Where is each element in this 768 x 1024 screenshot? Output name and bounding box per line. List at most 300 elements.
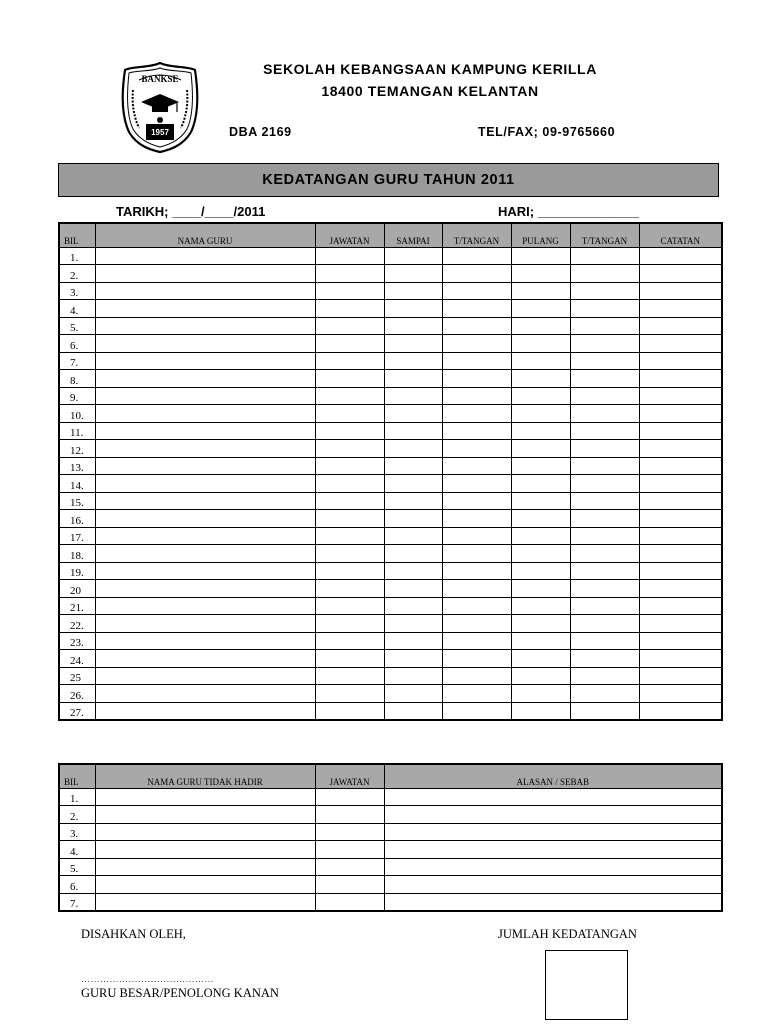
blank-cell bbox=[315, 823, 384, 841]
blank-cell bbox=[95, 562, 315, 580]
blank-cell bbox=[315, 370, 384, 388]
blank-cell bbox=[315, 475, 384, 493]
blank-cell bbox=[315, 265, 384, 283]
blank-cell bbox=[95, 387, 315, 405]
blank-cell bbox=[639, 667, 722, 685]
date-field: TARIKH; ____/____/2011 bbox=[116, 204, 266, 219]
blank-cell bbox=[570, 650, 639, 668]
blank-cell bbox=[95, 300, 315, 318]
absent-row bbox=[59, 823, 722, 841]
blank-cell bbox=[384, 335, 442, 353]
attendance-row bbox=[59, 457, 722, 475]
blank-cell bbox=[315, 650, 384, 668]
school-name: SEKOLAH KEBANGSAAN KAMPUNG KERILLA bbox=[263, 61, 597, 77]
blank-cell bbox=[639, 527, 722, 545]
blank-cell bbox=[442, 510, 511, 528]
blank-cell bbox=[315, 876, 384, 894]
blank-cell bbox=[95, 893, 315, 911]
blank-cell bbox=[315, 580, 384, 598]
blank-cell bbox=[384, 650, 442, 668]
blank-cell bbox=[95, 440, 315, 458]
attendance-table bbox=[58, 222, 723, 721]
attendance-row bbox=[59, 527, 722, 545]
row-number: 20 bbox=[59, 580, 95, 598]
attendance-row bbox=[59, 492, 722, 510]
blank-cell bbox=[442, 457, 511, 475]
blank-cell bbox=[384, 370, 442, 388]
blank-cell bbox=[384, 893, 722, 911]
blank-cell bbox=[511, 265, 570, 283]
blank-cell bbox=[95, 823, 315, 841]
blank-cell bbox=[315, 282, 384, 300]
school-crest-logo bbox=[119, 60, 201, 154]
blank-cell bbox=[442, 632, 511, 650]
row-number: 6. bbox=[59, 335, 95, 353]
blank-cell bbox=[315, 352, 384, 370]
blank-cell bbox=[639, 632, 722, 650]
attendance-row bbox=[59, 405, 722, 423]
row-number: 14. bbox=[59, 475, 95, 493]
blank-cell bbox=[384, 788, 722, 806]
row-number: 12. bbox=[59, 440, 95, 458]
blank-cell bbox=[442, 492, 511, 510]
blank-cell bbox=[639, 545, 722, 563]
blank-cell bbox=[315, 841, 384, 859]
blank-cell bbox=[95, 788, 315, 806]
blank-cell bbox=[95, 352, 315, 370]
blank-cell bbox=[511, 282, 570, 300]
blank-cell bbox=[639, 650, 722, 668]
blank-cell bbox=[511, 580, 570, 598]
attendance-row bbox=[59, 667, 722, 685]
blank-cell bbox=[315, 667, 384, 685]
blank-cell bbox=[570, 597, 639, 615]
row-number: 13. bbox=[59, 457, 95, 475]
blank-cell bbox=[95, 667, 315, 685]
blank-cell bbox=[442, 597, 511, 615]
absent-row bbox=[59, 841, 722, 859]
row-number: 1. bbox=[59, 788, 95, 806]
blank-cell bbox=[384, 317, 442, 335]
blank-cell bbox=[570, 247, 639, 265]
absent-header-row bbox=[59, 764, 722, 788]
blank-cell bbox=[315, 247, 384, 265]
blank-cell bbox=[639, 247, 722, 265]
blank-cell bbox=[570, 282, 639, 300]
blank-cell bbox=[511, 492, 570, 510]
col-jawatan: JAWATAN bbox=[315, 223, 384, 247]
blank-cell bbox=[639, 685, 722, 703]
total-attendance-box bbox=[545, 950, 628, 1020]
attendance-row bbox=[59, 580, 722, 598]
blank-cell bbox=[315, 405, 384, 423]
blank-cell bbox=[511, 335, 570, 353]
blank-cell bbox=[95, 702, 315, 720]
blank-cell bbox=[384, 440, 442, 458]
total-attendance-label: JUMLAH KEDATANGAN bbox=[498, 927, 637, 941]
col-sampai: SAMPAI bbox=[384, 223, 442, 247]
blank-cell bbox=[442, 405, 511, 423]
blank-cell bbox=[95, 876, 315, 894]
blank-cell bbox=[315, 615, 384, 633]
blank-cell bbox=[570, 387, 639, 405]
blank-cell bbox=[384, 632, 442, 650]
blank-cell bbox=[384, 615, 442, 633]
blank-cell bbox=[639, 370, 722, 388]
blank-cell bbox=[384, 352, 442, 370]
blank-cell bbox=[570, 685, 639, 703]
blank-cell bbox=[384, 282, 442, 300]
absent-row bbox=[59, 858, 722, 876]
blank-cell bbox=[639, 702, 722, 720]
blank-cell bbox=[570, 440, 639, 458]
blank-cell bbox=[384, 841, 722, 859]
blank-cell bbox=[639, 510, 722, 528]
attendance-header-row bbox=[59, 223, 722, 247]
row-number: 8. bbox=[59, 370, 95, 388]
row-number: 16. bbox=[59, 510, 95, 528]
blank-cell bbox=[315, 527, 384, 545]
blank-cell bbox=[95, 475, 315, 493]
attendance-row bbox=[59, 387, 722, 405]
blank-cell bbox=[315, 440, 384, 458]
blank-cell bbox=[442, 440, 511, 458]
row-number: 2. bbox=[59, 265, 95, 283]
col-catatan: CATATAN bbox=[639, 223, 722, 247]
blank-cell bbox=[639, 597, 722, 615]
day-field: HARI; ______________ bbox=[498, 204, 639, 219]
attendance-row bbox=[59, 510, 722, 528]
attendance-row bbox=[59, 632, 722, 650]
blank-cell bbox=[511, 650, 570, 668]
blank-cell bbox=[95, 545, 315, 563]
attendance-row bbox=[59, 702, 722, 720]
blank-cell bbox=[442, 685, 511, 703]
blank-cell bbox=[442, 387, 511, 405]
blank-cell bbox=[384, 492, 442, 510]
blank-cell bbox=[315, 685, 384, 703]
blank-cell bbox=[570, 667, 639, 685]
blank-cell bbox=[384, 527, 442, 545]
blank-cell bbox=[384, 475, 442, 493]
blank-cell bbox=[511, 597, 570, 615]
blank-cell bbox=[95, 265, 315, 283]
blank-cell bbox=[384, 457, 442, 475]
blank-cell bbox=[442, 580, 511, 598]
blank-cell bbox=[384, 685, 442, 703]
row-number: 5. bbox=[59, 317, 95, 335]
absent-row bbox=[59, 893, 722, 911]
row-number: 4. bbox=[59, 300, 95, 318]
blank-cell bbox=[384, 510, 442, 528]
blank-cell bbox=[511, 317, 570, 335]
blank-cell bbox=[95, 580, 315, 598]
blank-cell bbox=[384, 858, 722, 876]
blank-cell bbox=[570, 510, 639, 528]
row-number: 18. bbox=[59, 545, 95, 563]
blank-cell bbox=[384, 300, 442, 318]
blank-cell bbox=[570, 562, 639, 580]
blank-cell bbox=[442, 667, 511, 685]
blank-cell bbox=[95, 650, 315, 668]
row-number: 15. bbox=[59, 492, 95, 510]
col-pulang: PULANG bbox=[511, 223, 570, 247]
school-code: DBA 2169 bbox=[229, 125, 292, 139]
row-number: 11. bbox=[59, 422, 95, 440]
blank-cell bbox=[639, 580, 722, 598]
row-number: 7. bbox=[59, 893, 95, 911]
row-number: 2. bbox=[59, 806, 95, 824]
blank-cell bbox=[384, 265, 442, 283]
blank-cell bbox=[384, 562, 442, 580]
blank-cell bbox=[511, 457, 570, 475]
absent-row bbox=[59, 876, 722, 894]
col-alasan-sebab: ALASAN / SEBAB bbox=[384, 764, 722, 788]
blank-cell bbox=[442, 475, 511, 493]
blank-cell bbox=[315, 545, 384, 563]
row-number: 19. bbox=[59, 562, 95, 580]
blank-cell bbox=[639, 387, 722, 405]
blank-cell bbox=[315, 562, 384, 580]
blank-cell bbox=[95, 527, 315, 545]
blank-cell bbox=[95, 282, 315, 300]
col-bil: BIL bbox=[59, 764, 95, 788]
blank-cell bbox=[95, 597, 315, 615]
blank-cell bbox=[315, 702, 384, 720]
attendance-row bbox=[59, 615, 722, 633]
blank-cell bbox=[639, 352, 722, 370]
attendance-row bbox=[59, 265, 722, 283]
absent-row bbox=[59, 806, 722, 824]
blank-cell bbox=[95, 422, 315, 440]
row-number: 9. bbox=[59, 387, 95, 405]
blank-cell bbox=[511, 667, 570, 685]
col-nama-guru-tidak-hadir: NAMA GURU TIDAK HADIR bbox=[95, 764, 315, 788]
blank-cell bbox=[95, 841, 315, 859]
blank-cell bbox=[570, 265, 639, 283]
row-number: 4. bbox=[59, 841, 95, 859]
blank-cell bbox=[384, 876, 722, 894]
signatory-label: GURU BESAR/PENOLONG KANAN bbox=[81, 986, 279, 1000]
blank-cell bbox=[95, 335, 315, 353]
blank-cell bbox=[511, 632, 570, 650]
blank-cell bbox=[570, 405, 639, 423]
blank-cell bbox=[315, 387, 384, 405]
signature-line: …………………………………… bbox=[81, 974, 214, 984]
blank-cell bbox=[95, 615, 315, 633]
blank-cell bbox=[315, 300, 384, 318]
blank-cell bbox=[511, 685, 570, 703]
attendance-row bbox=[59, 335, 722, 353]
blank-cell bbox=[315, 510, 384, 528]
blank-cell bbox=[442, 247, 511, 265]
row-number: 3. bbox=[59, 823, 95, 841]
row-number: 7. bbox=[59, 352, 95, 370]
blank-cell bbox=[384, 422, 442, 440]
blank-cell bbox=[511, 370, 570, 388]
blank-cell bbox=[570, 632, 639, 650]
blank-cell bbox=[511, 405, 570, 423]
row-number: 6. bbox=[59, 876, 95, 894]
attendance-row bbox=[59, 597, 722, 615]
blank-cell bbox=[570, 370, 639, 388]
blank-cell bbox=[570, 527, 639, 545]
blank-cell bbox=[639, 300, 722, 318]
blank-cell bbox=[639, 457, 722, 475]
logo-banner-text: BANKSE bbox=[141, 74, 179, 84]
blank-cell bbox=[570, 475, 639, 493]
blank-cell bbox=[384, 597, 442, 615]
attendance-row bbox=[59, 247, 722, 265]
row-number: 10. bbox=[59, 405, 95, 423]
blank-cell bbox=[511, 300, 570, 318]
blank-cell bbox=[315, 422, 384, 440]
blank-cell bbox=[639, 492, 722, 510]
blank-cell bbox=[639, 475, 722, 493]
blank-cell bbox=[511, 615, 570, 633]
blank-cell bbox=[511, 422, 570, 440]
school-address: 18400 TEMANGAN KELANTAN bbox=[321, 83, 539, 99]
blank-cell bbox=[384, 823, 722, 841]
blank-cell bbox=[384, 545, 442, 563]
blank-cell bbox=[95, 247, 315, 265]
blank-cell bbox=[511, 545, 570, 563]
row-number: 27. bbox=[59, 702, 95, 720]
attendance-row bbox=[59, 475, 722, 493]
blank-cell bbox=[639, 422, 722, 440]
blank-cell bbox=[95, 492, 315, 510]
blank-cell bbox=[442, 650, 511, 668]
page-title: KEDATANGAN GURU TAHUN 2011 bbox=[262, 172, 515, 188]
blank-cell bbox=[95, 510, 315, 528]
blank-cell bbox=[315, 317, 384, 335]
blank-cell bbox=[442, 545, 511, 563]
blank-cell bbox=[384, 247, 442, 265]
blank-cell bbox=[570, 702, 639, 720]
blank-cell bbox=[639, 317, 722, 335]
col-bil: BIL bbox=[59, 223, 95, 247]
blank-cell bbox=[511, 440, 570, 458]
blank-cell bbox=[639, 265, 722, 283]
blank-cell bbox=[442, 615, 511, 633]
row-number: 22. bbox=[59, 615, 95, 633]
attendance-row bbox=[59, 650, 722, 668]
row-number: 5. bbox=[59, 858, 95, 876]
blank-cell bbox=[511, 387, 570, 405]
blank-cell bbox=[570, 580, 639, 598]
blank-cell bbox=[511, 562, 570, 580]
blank-cell bbox=[315, 788, 384, 806]
blank-cell bbox=[639, 440, 722, 458]
blank-cell bbox=[442, 352, 511, 370]
blank-cell bbox=[384, 667, 442, 685]
attendance-row bbox=[59, 440, 722, 458]
blank-cell bbox=[442, 282, 511, 300]
col-tandatangan-masuk: T/TANGAN bbox=[442, 223, 511, 247]
blank-cell bbox=[570, 352, 639, 370]
blank-cell bbox=[442, 370, 511, 388]
blank-cell bbox=[442, 300, 511, 318]
title-bar bbox=[58, 163, 719, 197]
blank-cell bbox=[442, 702, 511, 720]
blank-cell bbox=[315, 858, 384, 876]
blank-cell bbox=[315, 457, 384, 475]
blank-cell bbox=[95, 317, 315, 335]
tel-fax: TEL/FAX; 09-9765660 bbox=[478, 125, 616, 139]
col-tandatangan-keluar: T/TANGAN bbox=[570, 223, 639, 247]
blank-cell bbox=[639, 615, 722, 633]
blank-cell bbox=[570, 492, 639, 510]
blank-cell bbox=[570, 300, 639, 318]
absent-teachers-table bbox=[58, 763, 723, 912]
blank-cell bbox=[384, 405, 442, 423]
blank-cell bbox=[570, 545, 639, 563]
blank-cell bbox=[570, 335, 639, 353]
blank-cell bbox=[442, 265, 511, 283]
blank-cell bbox=[95, 806, 315, 824]
blank-cell bbox=[95, 858, 315, 876]
row-number: 1. bbox=[59, 247, 95, 265]
blank-cell bbox=[639, 335, 722, 353]
col-nama-guru: NAMA GURU bbox=[95, 223, 315, 247]
row-number: 25 bbox=[59, 667, 95, 685]
row-number: 24. bbox=[59, 650, 95, 668]
blank-cell bbox=[95, 685, 315, 703]
blank-cell bbox=[95, 370, 315, 388]
blank-cell bbox=[511, 527, 570, 545]
attendance-row bbox=[59, 685, 722, 703]
row-number: 21. bbox=[59, 597, 95, 615]
blank-cell bbox=[95, 405, 315, 423]
blank-cell bbox=[315, 806, 384, 824]
blank-cell bbox=[570, 422, 639, 440]
blank-cell bbox=[511, 475, 570, 493]
attendance-row bbox=[59, 282, 722, 300]
attendance-row bbox=[59, 370, 722, 388]
blank-cell bbox=[511, 510, 570, 528]
absent-row bbox=[59, 788, 722, 806]
blank-cell bbox=[442, 527, 511, 545]
blank-cell bbox=[570, 317, 639, 335]
blank-cell bbox=[95, 632, 315, 650]
blank-cell bbox=[384, 702, 442, 720]
blank-cell bbox=[315, 632, 384, 650]
blank-cell bbox=[315, 893, 384, 911]
approved-by-label: DISAHKAN OLEH, bbox=[81, 927, 186, 941]
blank-cell bbox=[570, 457, 639, 475]
blank-cell bbox=[570, 615, 639, 633]
attendance-row bbox=[59, 317, 722, 335]
blank-cell bbox=[442, 562, 511, 580]
blank-cell bbox=[639, 405, 722, 423]
attendance-row bbox=[59, 352, 722, 370]
row-number: 26. bbox=[59, 685, 95, 703]
row-number: 23. bbox=[59, 632, 95, 650]
row-number: 3. bbox=[59, 282, 95, 300]
blank-cell bbox=[511, 247, 570, 265]
attendance-row bbox=[59, 300, 722, 318]
row-number: 17. bbox=[59, 527, 95, 545]
attendance-row bbox=[59, 545, 722, 563]
attendance-row bbox=[59, 562, 722, 580]
blank-cell bbox=[442, 335, 511, 353]
blank-cell bbox=[95, 457, 315, 475]
blank-cell bbox=[315, 335, 384, 353]
attendance-row bbox=[59, 422, 722, 440]
blank-cell bbox=[639, 282, 722, 300]
blank-cell bbox=[511, 702, 570, 720]
blank-cell bbox=[442, 317, 511, 335]
